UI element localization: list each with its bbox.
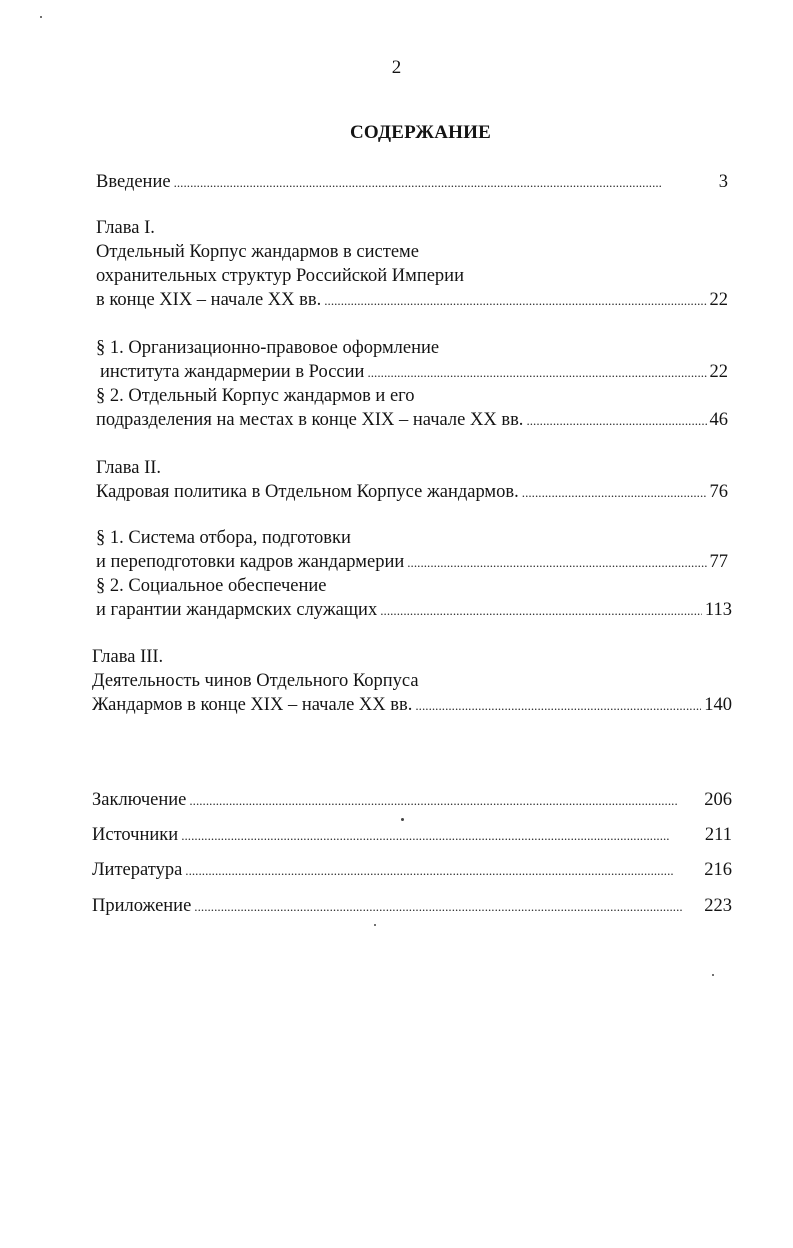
toc-entry-label: Источники	[92, 825, 179, 845]
toc-entry-literature	[92, 858, 732, 883]
chapter-2-heading: Глава II.	[96, 458, 162, 478]
toc-entry-page: 77	[709, 552, 728, 572]
chapter-3-title-line: Деятельность чинов Отдельного Корпуса	[92, 671, 419, 691]
dot-leader	[367, 361, 706, 385]
chapter-1-title-last-line: в конце XIX – начале XX вв.	[96, 290, 322, 310]
dot-leader	[181, 824, 702, 848]
toc-entry-page: 211	[704, 825, 732, 845]
toc-entry-page: 22	[709, 290, 728, 310]
toc-entry-page: 140	[704, 695, 732, 715]
toc-entry-page: 113	[704, 600, 732, 620]
toc-entry-appendix	[92, 894, 732, 919]
scan-speck	[374, 924, 376, 926]
toc-entry-page: 3	[718, 172, 728, 192]
toc-entry-conclusion	[92, 788, 732, 813]
toc-entry-chapter-1	[96, 288, 728, 313]
dot-leader	[522, 481, 707, 505]
toc-entry-label: Заключение	[92, 790, 187, 810]
dot-leader	[189, 789, 701, 813]
section-1-1-first-line: § 1. Организационно-правовое оформление	[96, 338, 440, 358]
scan-speck	[40, 16, 42, 18]
toc-entry-label: Приложение	[92, 896, 192, 916]
section-2-2-first-line: § 2. Социальное обеспечение	[96, 576, 327, 596]
chapter-1-title-line: охранительных структур Российской Империи	[96, 266, 464, 286]
toc-entry-sources	[92, 823, 732, 848]
page-number: 2	[391, 57, 402, 78]
toc-entry-section-2-2	[96, 598, 732, 623]
page-title: СОДЕРЖАНИЕ	[350, 122, 491, 143]
dot-leader	[380, 599, 702, 623]
toc-entry-introduction	[96, 170, 728, 195]
toc-entry-page: 46	[709, 410, 728, 430]
chapter-3-title-last-line: Жандармов в конце XIX – начале XX вв.	[92, 695, 413, 715]
scan-speck	[712, 974, 714, 976]
toc-entry-page: 76	[709, 482, 728, 502]
toc-entry-page: 206	[704, 790, 732, 810]
toc-entry-chapter-3	[92, 693, 732, 718]
toc-entry-section-1-1	[100, 360, 728, 385]
toc-entry-page: 223	[704, 896, 732, 916]
toc-entry-chapter-2	[96, 480, 728, 505]
dot-leader	[407, 551, 706, 575]
dot-leader	[194, 895, 701, 919]
toc-entry-section-2-1	[96, 550, 728, 575]
section-1-2-first-line: § 2. Отдельный Корпус жандармов и его	[96, 386, 415, 406]
section-2-1-last-line: и переподготовки кадров жандармерии	[96, 552, 405, 572]
section-2-1-first-line: § 1. Система отбора, подготовки	[96, 528, 351, 548]
chapter-1-title-line: Отдельный Корпус жандармов в системе	[96, 242, 419, 262]
scan-speck	[401, 818, 404, 821]
section-2-2-last-line: и гарантии жандармских служащих	[96, 600, 378, 620]
dot-leader	[174, 171, 716, 195]
dot-leader	[415, 694, 701, 718]
dot-leader	[185, 859, 701, 883]
section-1-2-last-line: подразделения на местах в конце XIX – начале XX вв.	[96, 410, 524, 430]
toc-entry-page: 22	[709, 362, 728, 382]
section-1-1-last-line: института жандармерии в России	[100, 362, 365, 382]
dot-leader	[324, 289, 706, 313]
dot-leader	[526, 409, 706, 433]
toc-entry-section-1-2	[96, 408, 728, 433]
chapter-3-heading: Глава III.	[92, 647, 164, 667]
toc-entry-label: Литература	[92, 860, 183, 880]
chapter-2-title-last-line: Кадровая политика в Отдельном Корпусе жандармов.	[96, 482, 519, 502]
chapter-1-heading: Глава I.	[96, 218, 155, 238]
toc-entry-label: Введение	[96, 172, 171, 192]
toc-entry-page: 216	[704, 860, 732, 880]
